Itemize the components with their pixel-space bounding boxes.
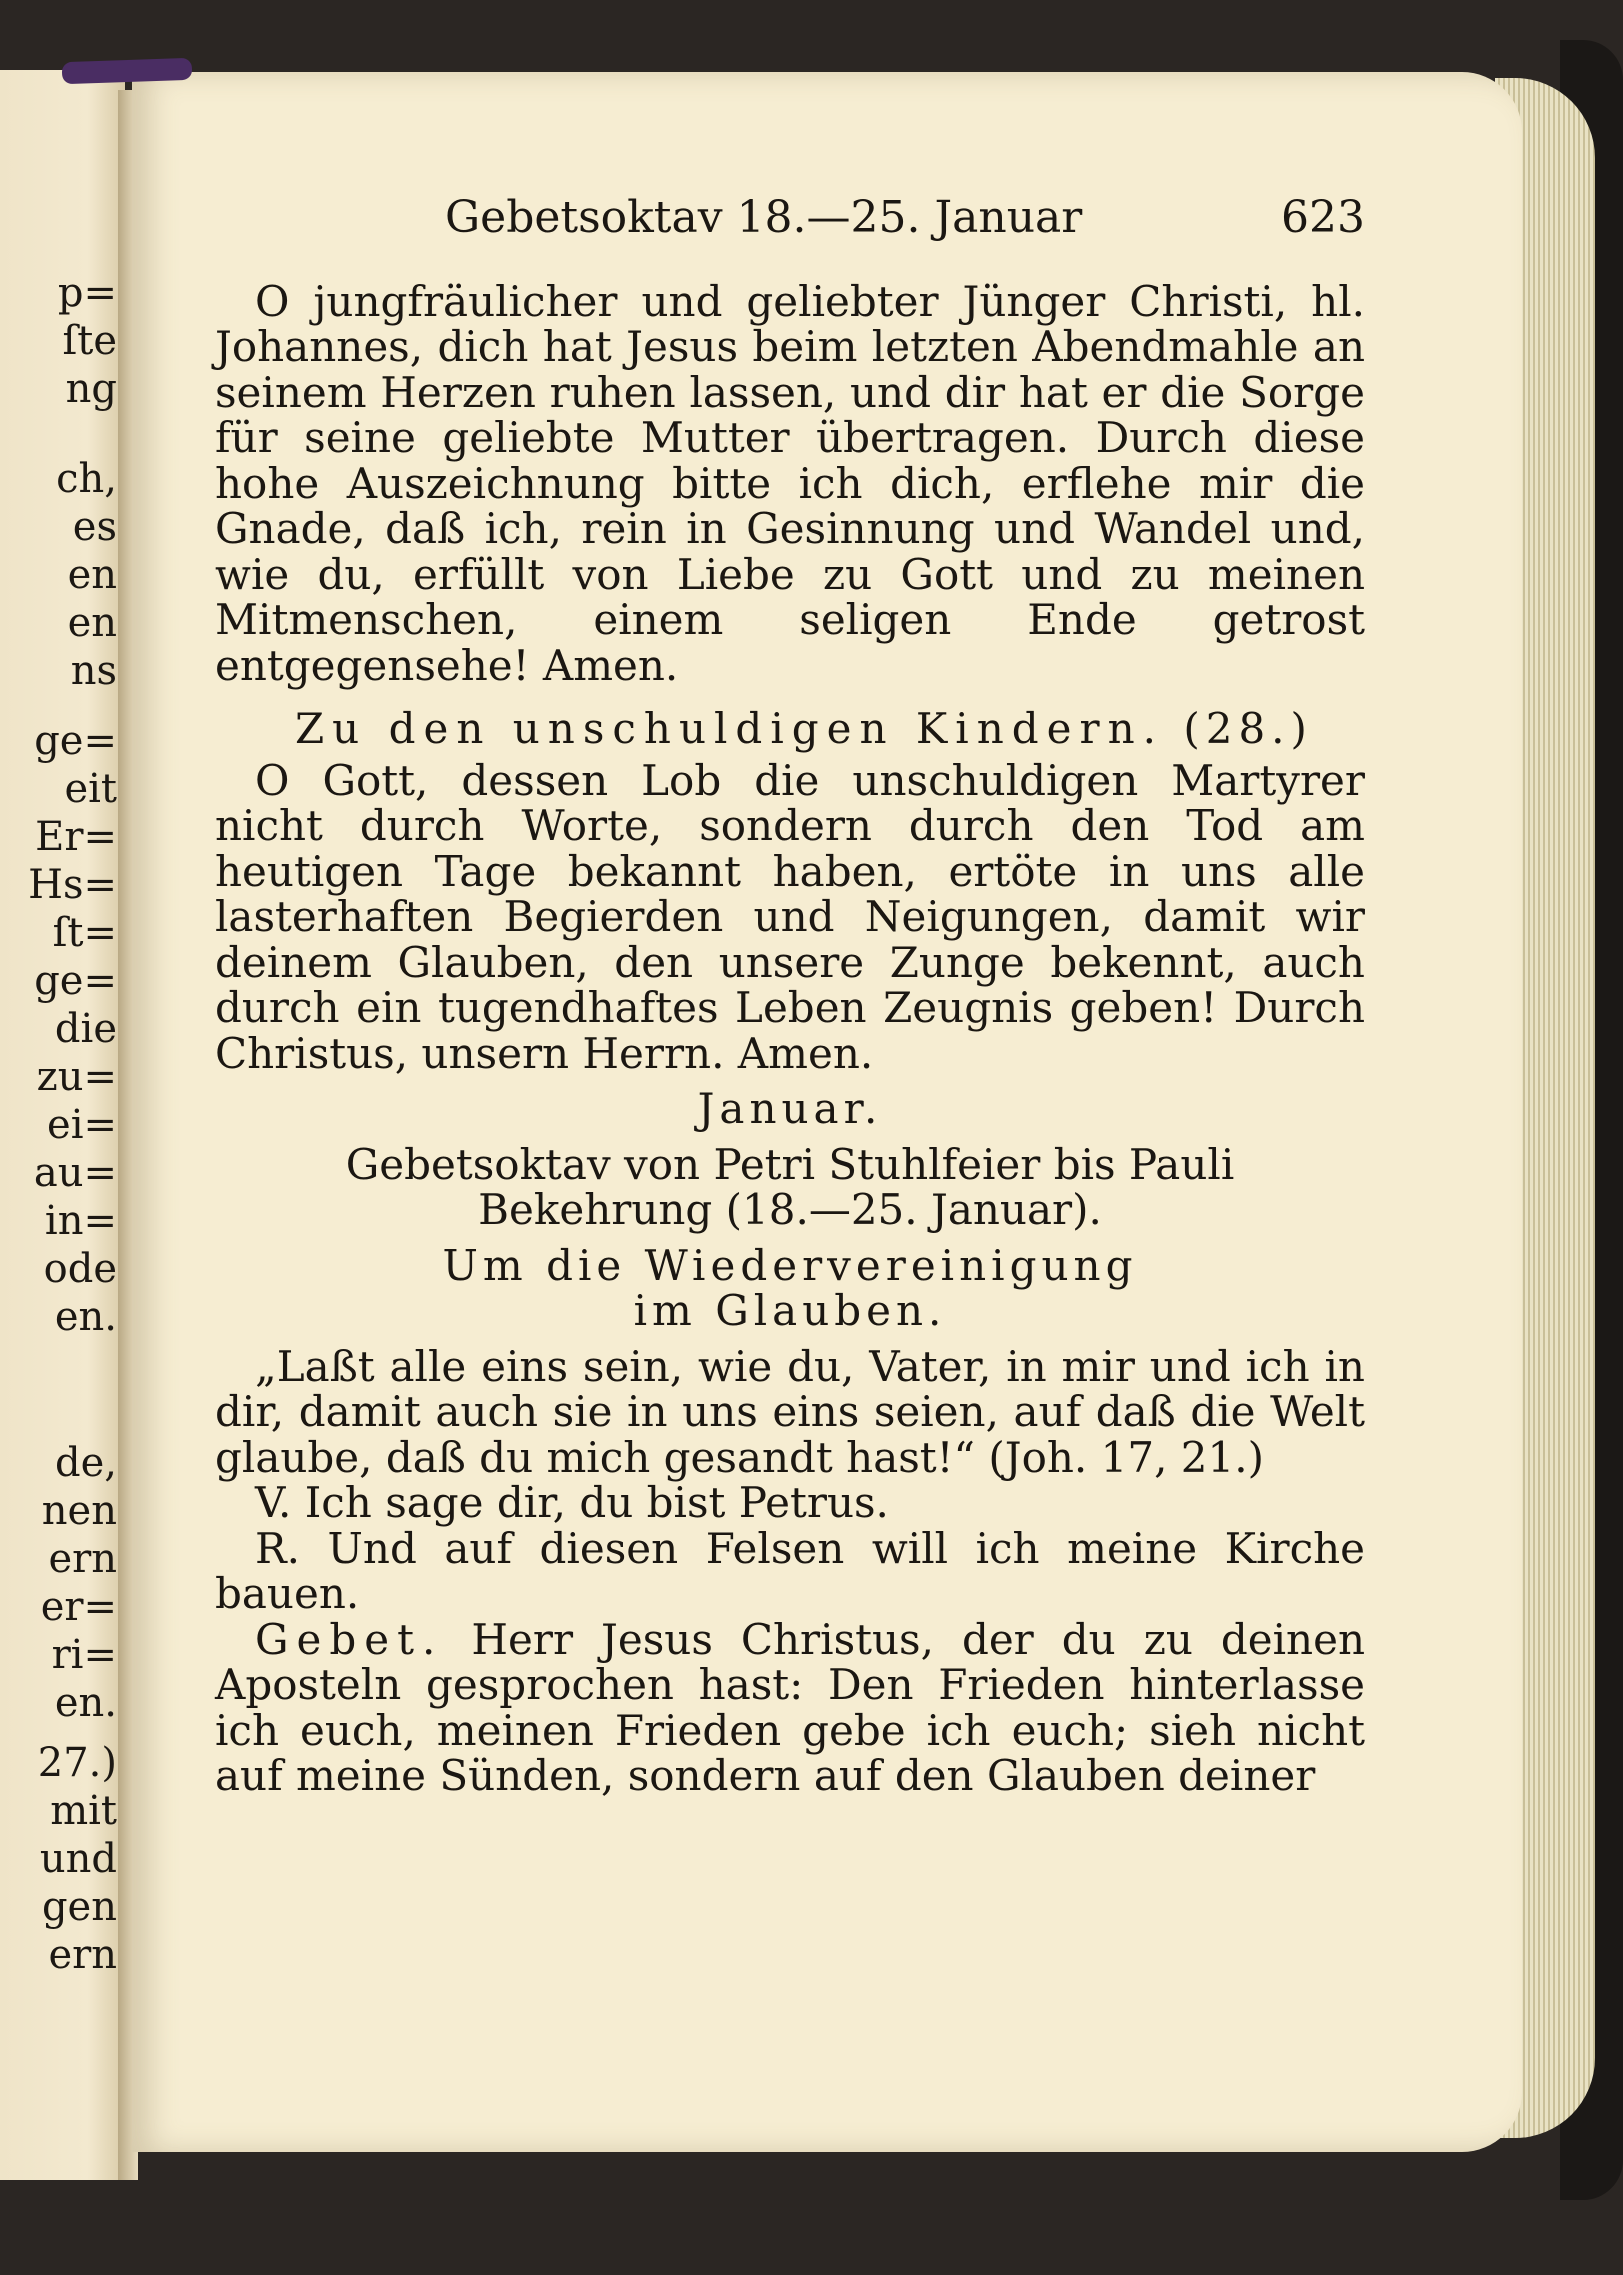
reunion-heading-1: Um die Wiedervereinigung <box>442 1240 1138 1290</box>
left-page-fragment: ns <box>70 648 117 694</box>
left-page-fragment: en <box>67 552 117 598</box>
scripture-quote: „Laßt alle eins sein, wie du, Vater, in mir und ich in dir, damit auch sie in uns eins seien, auf daß die Welt glaube, daß du mich gesandt hast!“ (Joh. 17, 21.) <box>215 1341 1365 1482</box>
left-page-fragment: ge= <box>34 718 117 764</box>
left-page-fragment: ſt= <box>52 910 117 956</box>
heading-holy-innocents-number: (28.) <box>1183 704 1313 753</box>
left-page-fragment: ode <box>43 1246 117 1292</box>
left-page-fragment: au= <box>33 1150 117 1196</box>
octave-subtitle-2: Bekehrung (18.—25. Januar). <box>478 1185 1102 1234</box>
left-page-fragment: die <box>54 1006 117 1052</box>
left-page-fragment: Er= <box>35 814 117 860</box>
left-page-fragment: en. <box>54 1680 117 1726</box>
left-page-fragment: ng <box>65 366 117 412</box>
left-page-fragment: er= <box>40 1584 117 1630</box>
left-page-fragment: es <box>72 504 117 550</box>
left-page-fragment: de, <box>55 1440 117 1486</box>
left-page-fragment: nen <box>41 1488 117 1534</box>
prayer-label: Gebet. <box>255 1614 444 1664</box>
month-heading: Januar. <box>697 1084 883 1133</box>
left-page-fragment: p= <box>57 270 117 316</box>
left-page-fragment: ei= <box>47 1102 117 1148</box>
left-page-fragment: en <box>67 600 117 646</box>
heading-holy-innocents-title: Zu den unschuldigen Kindern. <box>295 704 1164 753</box>
left-page-fragment: 27.) <box>37 1740 117 1786</box>
header-title: Gebetsoktav 18.—25. Januar <box>445 192 1083 243</box>
left-page-fragment: ri= <box>51 1632 117 1678</box>
left-page-fragment: und <box>39 1836 117 1882</box>
page-text <box>215 192 1365 1800</box>
left-page-fragment: mit <box>50 1788 117 1834</box>
left-page <box>0 70 125 2180</box>
page-number: 623 <box>1281 192 1365 243</box>
octave-subtitle-1: Gebetsoktav von Petri Stuhlfeier bis Pauli <box>345 1139 1235 1189</box>
left-page-fragment: ern <box>48 1932 117 1978</box>
left-page-fragment: gen <box>41 1884 117 1930</box>
response: R. Und auf diesen Felsen will ich meine Kirche bauen. <box>215 1523 1365 1618</box>
prayer-text: Herr Jesus Christus, der du zu deinen Aposteln gesprochen hast: Den Frieden hinterlasse ich euch, meinen Frieden gebe ich euch; sieh nicht auf meine Sünden, sondern auf den Glauben deiner <box>215 1614 1365 1800</box>
reunion-heading-2: im Glauben. <box>633 1286 947 1335</box>
left-page-fragment: ern <box>48 1536 117 1582</box>
left-page-fragment: ch, <box>56 456 117 502</box>
left-page-fragment: ge= <box>34 958 117 1004</box>
prayer-paragraph <box>215 1614 1365 1800</box>
left-page-fragment: eit <box>64 766 117 812</box>
prayer-holy-innocents: O Gott, dessen Lob die unschuldigen Martyrer nicht durch Worte, sondern durch den Tod am heutigen Tage bekannt haben, ertöte in uns alle lasterhaften Begierden und Neigungen, damit wir deinem Glauben, den unsere Zunge bekennt, auch durch ein tugendhaftes Leben Zeugnis geben! Durch Christus, unsern Herrn. Amen. <box>215 755 1365 1078</box>
versicle: V. Ich sage dir, du bist Petrus. <box>255 1478 889 1527</box>
heading-holy-innocents <box>215 706 1365 752</box>
left-page-fragment: in= <box>44 1198 117 1244</box>
bookmark-ribbon <box>62 58 193 85</box>
left-page-fragment: Hs= <box>28 862 117 908</box>
left-page-fragment: ſte <box>62 318 117 364</box>
running-header <box>215 192 1365 243</box>
left-page-fragment: en. <box>54 1294 117 1340</box>
left-page-fragment: zu= <box>36 1054 117 1100</box>
prayer-john: O jungfräulicher und geliebter Jünger Christi, hl. Johannes, dich hat Jesus beim letzten Abendmahle an seinem Herzen ruhen lassen, und dir hat er die Sorge für seine geliebte Mutter übertragen. Durch diese hohe Auszeichnung bitte ich dich, erflehe mir die Gnade, daß ich, rein in Gesinnung und Wandel und, wie du, erfüllt von Liebe zu Gott und zu meinen Mitmenschen, einem seligen Ende getrost entgegensehe! Amen. <box>215 276 1365 690</box>
